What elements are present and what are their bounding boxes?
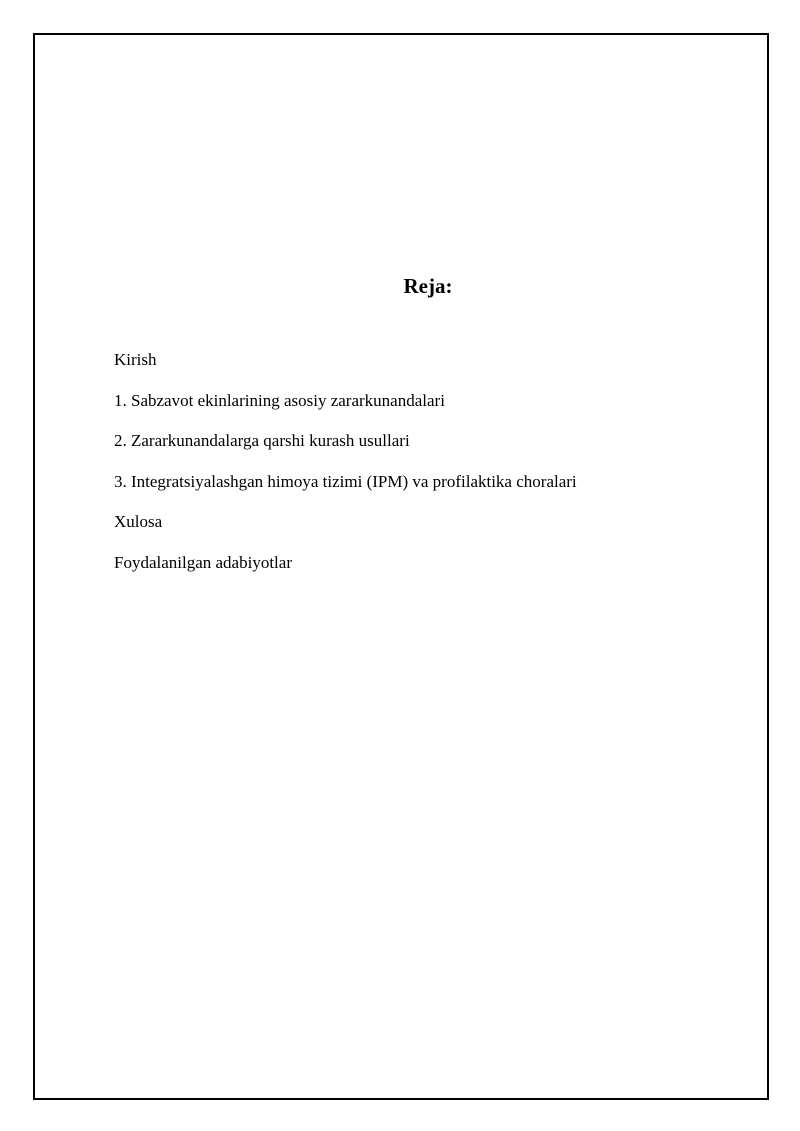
plan-item-conclusion: Xulosa [114, 512, 163, 531]
plan-item-3: 3. Integratsiyalashgan himoya tizimi (IPM) va profilaktika choralari [114, 471, 577, 491]
plan-item-introduction: Kirish [114, 350, 157, 369]
plan-list [114, 350, 577, 593]
plan-item-1: 1. Sabzavot ekinlarining asosiy zararkunandalari [114, 390, 445, 410]
plan-item-2: 2. Zararkunandalarga qarshi kurash usullari [114, 431, 410, 450]
page-title: Reja: [403, 274, 453, 298]
plan-item-references: Foydalanilgan adabiyotlar [114, 552, 292, 572]
